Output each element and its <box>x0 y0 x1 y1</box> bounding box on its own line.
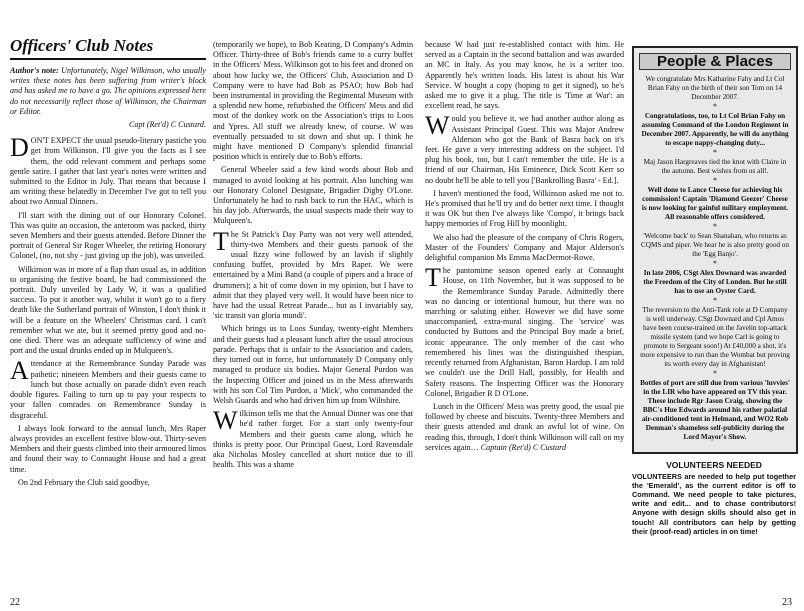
authors-note-signature: Capt (Ret'd) C Custard. <box>129 120 206 130</box>
drop-cap: T <box>425 263 441 293</box>
news-item: Bottles of port are still due from various 'luvvies' in the LIR who have appeared on TV this year. These include Rgr Jason Craig, showing the BBC's Hue Edwards around his rather palatial air-conditioned tent in Helmand, and WO2 Rob Denman's shameless self-publicity during the Lord Mayor's Show. <box>640 379 790 441</box>
separator: * <box>713 259 717 268</box>
news-item: Well done to Lance Cheese for achieving his commission! Captain 'Diamond Geezer' Cheese is now looking for gainful military employment. All reasonable offers considered. <box>641 186 789 221</box>
paragraph-text: Lunch in the Officers' Mess was pretty good, the usual pie followed by cheese and biscuits. Twenty-three Members and their guests attended and drank an awful lot of wine. On reading this, through, I don't think Wilkinson will call on my services again… <box>425 401 624 452</box>
drop-cap: W <box>213 406 238 436</box>
drop-cap: W <box>425 111 450 141</box>
paragraph <box>10 356 206 420</box>
paragraph <box>425 111 624 185</box>
paragraph: (temporarily we hope), to Bob Keating, D Company's Admin Officer. Thirty-three of Bob's friends came to a curry buffet in the Officers' Mess. Wilkinson got to his feet and droned on about how lucky we, the Officers' Club, Association and D Company were to have had Bob as PSAO; how Bob had been instrumental in providing the Regimental Museum with a splendid new home, refurbished the Officers' Mess and did most of the donkey work on the Association's trips to Loos and Ypres. All stuff we already knew, of course. W was eventually persuaded to sit down and shut up. I think he might have mentioned D Company's splendid financial position which is entirely due to Bob's efforts. <box>213 40 413 162</box>
news-item: We congratulate Mrs Katharine Fahy and Lt Col Brian Fahy on the birth of their son Tom on 14 December 2007. <box>645 75 785 101</box>
news-item: The reversion to the Anti-Tank role at D Company is well underway. CSgt Downard and Cpl Amos have been course-trained on the Javelin top-attack missile system (and we hope Carl is going to promote to Sergeant soon!) At £40,000 a shot, it's more expensive to run than the Wombat but proving its worth every day in Afghanistan! <box>640 306 790 368</box>
volunteers-body: are needed to help put together the 'Emerald', as the current editor is off to Command. We need people to take pictures, write and edit... and to chase contributors! Anyone with design skills should also get in touch! All contributors can help by getting their (proof-read) articles in on time! <box>632 472 796 536</box>
people-places-heading: People & Places <box>639 53 791 70</box>
paragraph <box>425 402 624 453</box>
volunteers-heading: VOLUNTEERS NEEDED <box>666 460 762 470</box>
closing-signature: Captain (Ret'd) C Custard <box>480 442 567 452</box>
paragraph: Which brings us to Loos Sunday, twenty-eight Members and their guests had a pleasant lunch after the usual atrocious parade. Perhaps that is unfair to the Association and cadets, they turned out in force, but unfortunately D Company only managed to produce six bodies. Major General Purdon was the Inspecting Officer and joined us in the Mess afterwards with his son Col Tim Purdon, a 'Mick', who commanded the Welsh Guards and who had driven him up from Wiltshire. <box>213 324 413 405</box>
drop-cap: T <box>213 226 229 256</box>
paragraph: because W had just re-established contact with him. He served as a Captain in the second battalion and was awarded an MC in Italy. As you may know, he is a writer too. Apparently he's written loads. His latest is about his War Service. W bought a copy (hoping to get it signed), so he's asked me to give it a plug. The title is 'Time at War': an excellent read, he says. <box>425 40 624 111</box>
news-item: In late 2006, CSgt Alex Downard was awarded the Freedom of the City of London. But he still has to use an Oyster Card. <box>643 269 787 295</box>
authors-note-label: Author's note: <box>10 66 59 75</box>
news-item: Congratulations, too, to Lt Col Brian Fahy on assuming Command of the London Regiment in December 2007. Apparently, he will do anything to escape nappy-changing duty... <box>641 112 789 147</box>
article-title: Officers' Club Notes <box>10 36 206 60</box>
paragraph: I'll start with the dining out of our Honorary Colonel. This was quite an occasion, the anteroom was packed, thirty seven Members and their guests attended. Before Dinner the portrait of General Sir Roger Wheeler, the retiring Honorary Colonel, (no, not shy - just giving up the job), was unveiled. <box>10 210 206 261</box>
paragraph-text: ON'T EXPECT the usual pseudo-literary pastiche you get from Wilkinson. I'll give you the facts as I see them, the odd relevant comment and perhaps some gentle satire. I gather that last year's notes were written and submitted to the Editor in July. That means that because I am writing these belatedly in December I've got to tell you about two Annual Dinners. <box>10 136 206 207</box>
paragraph <box>213 406 413 470</box>
drop-cap: A <box>10 356 29 386</box>
paragraph: Wilkinson was in more of a flap than usual as, in addition to organising the festive board, he had commissioned the portrait. Duly unveiled by Lady W, it was a qualified success. To put it another way, whilst it won't go to a fiery death like the Sutherland portrait of Winston, I don't think it will be a feature on the Wheelers' Christmas card. I can't remember what we ate, but it seemed pretty good and no-one died. There was an adequate sufficiency of wine and port and the usual drunks ended up in Mulqueen's. <box>10 264 206 356</box>
volunteers-box <box>632 461 796 536</box>
page-number-right: 23 <box>782 597 792 608</box>
paragraph-text: ilkinson tells me that the Annual Dinner was one that he'd rather forget. For a start only twenty-four Members and their guests came along, which he thinks is pretty poor. Our Principal Guest, Lord Ravensdale aka Nicholas Mosley cancelled at short notice due to ill health. This was a shame <box>213 409 413 470</box>
people-places-box <box>632 46 798 454</box>
page-number-left: 22 <box>10 597 20 608</box>
left-column-1 <box>10 36 206 491</box>
right-column-1 <box>425 40 624 456</box>
separator: * <box>713 222 717 231</box>
paragraph-text: he pantomime season opened early at Connaught House, on 11th November, but it was supposed to be the Remembrance Sunday Parade. Admittedly there was no dancing or intentional humour, but there was no marching or saluting either. However we did have some unaccompanied, extra-mural singing. The 'service' was conducted by Buttons and the Principal Boy made a brief, iconic appearance. The only member of the cast who remembered his lines was the distinguished thespian, recently returned from Afghanistan, Baron Hardup. I am told we couldn't use the Drill Hall, possibly, for Health and Safety reasons. The Inspecting Officer was the Honorary Colonel, Brigadier R D O'Lone. <box>425 266 624 398</box>
volunteers-text <box>632 472 796 536</box>
separator: * <box>713 369 717 378</box>
volunteers-lead: VOLUNTEERS <box>632 472 682 482</box>
paragraph-text: ttendance at the Remembrance Sunday Parade was pathetic; nineteen Members and their guests came to lunch but those actually on parade didn't even reach double figures. Failing to turn up to pay your respects to your fallen comrades on Remembrance Sunday is disgraceful. <box>10 359 206 420</box>
paragraph <box>425 263 624 399</box>
paragraph: On 2nd February the Club said goodbye, <box>18 477 150 487</box>
paragraph: General Wheeler said a few kind words about Bob and managed to avoid looking at his portrait. Also lunching was our Honorary Colonel Designate, Brigadier Digby O'Lone. Unfortunately he had to rush back to run the HAC, which is his day job. Afterwards, the usual suspects made their way to Mulqueen's. <box>213 165 413 226</box>
paragraph: I always look forward to the annual lunch, Mrs Raper always provides an excellent festive blow-out. Thirty-seven Members and their guests climbed into their armoured limos and found their way to Connaught House and had a great time. <box>10 423 207 474</box>
news-item: Maj Jason Hargreaves tied the knot with Claire in the autumn. Best wishes from us all!. <box>643 158 787 175</box>
paragraph: I haven't mentioned the food, Wilkinson asked me not to. He's promised that he'll try and do better next time. I thought it was OK but then I've always like 'Compo', it brings back happy memories of Frog Hill by moonlight. <box>425 188 624 229</box>
paragraph <box>10 133 206 207</box>
separator: * <box>713 296 717 305</box>
separator: * <box>713 148 717 157</box>
paragraph-text: ould you believe it, we had another author along as Assistant Principal Guest. This was Major Andrew Alderson who got the Bank of Basra back on it's feet. He gave a very interesting address on the subject. I'd plug his book, too, but I can't remember the title. He is a friend of our Chairman, His Eminence, Dick Scott Kerr so no doubt he'll be able to tell you ['Bankrolling Basra' - Ed.]. <box>425 114 624 185</box>
paragraph: We also had the pleasure of the company of Chris Rogers, Master of the Founders' Company and Major Alderson's delightful companion Ms Emma MacDermot-Rowe. <box>425 232 624 263</box>
news-item: 'Welcome back' to Sean Shanahan, who returns as CQMS and piper. We hear he is also pretty good on the 'Egg Banjo'. <box>640 232 789 258</box>
drop-cap: D <box>10 133 29 163</box>
paragraph <box>213 226 413 322</box>
separator: * <box>713 102 717 111</box>
authors-note <box>10 66 206 117</box>
paragraph-text: he St Patrick's Day Party was not very well attended, thirty-two Members and their guests partook of the usual fizzy wine followed by an lavish if slightly confusing buffet, provided by Mrs Raper. We were entertained by a Mini Band (a couple of pipers and a brace of drummers); a bit of come down in my opinion, but I have to admit that they played very well. It would have been nice to have had the usual Retreat Parade... but as I invariably say, 'sic transit van gloria mundi'. <box>213 229 413 321</box>
left-column-2 <box>213 40 413 473</box>
separator: * <box>713 176 717 185</box>
authors-note-text: Unfortunately, Nigel Wilkinson, who usually writes these notes has been suffering from writer's block and has asked me to have a go. The opinions expressed here do not necessarily reflect those of Wilkinson, the Chairman or Editor. <box>10 66 206 116</box>
